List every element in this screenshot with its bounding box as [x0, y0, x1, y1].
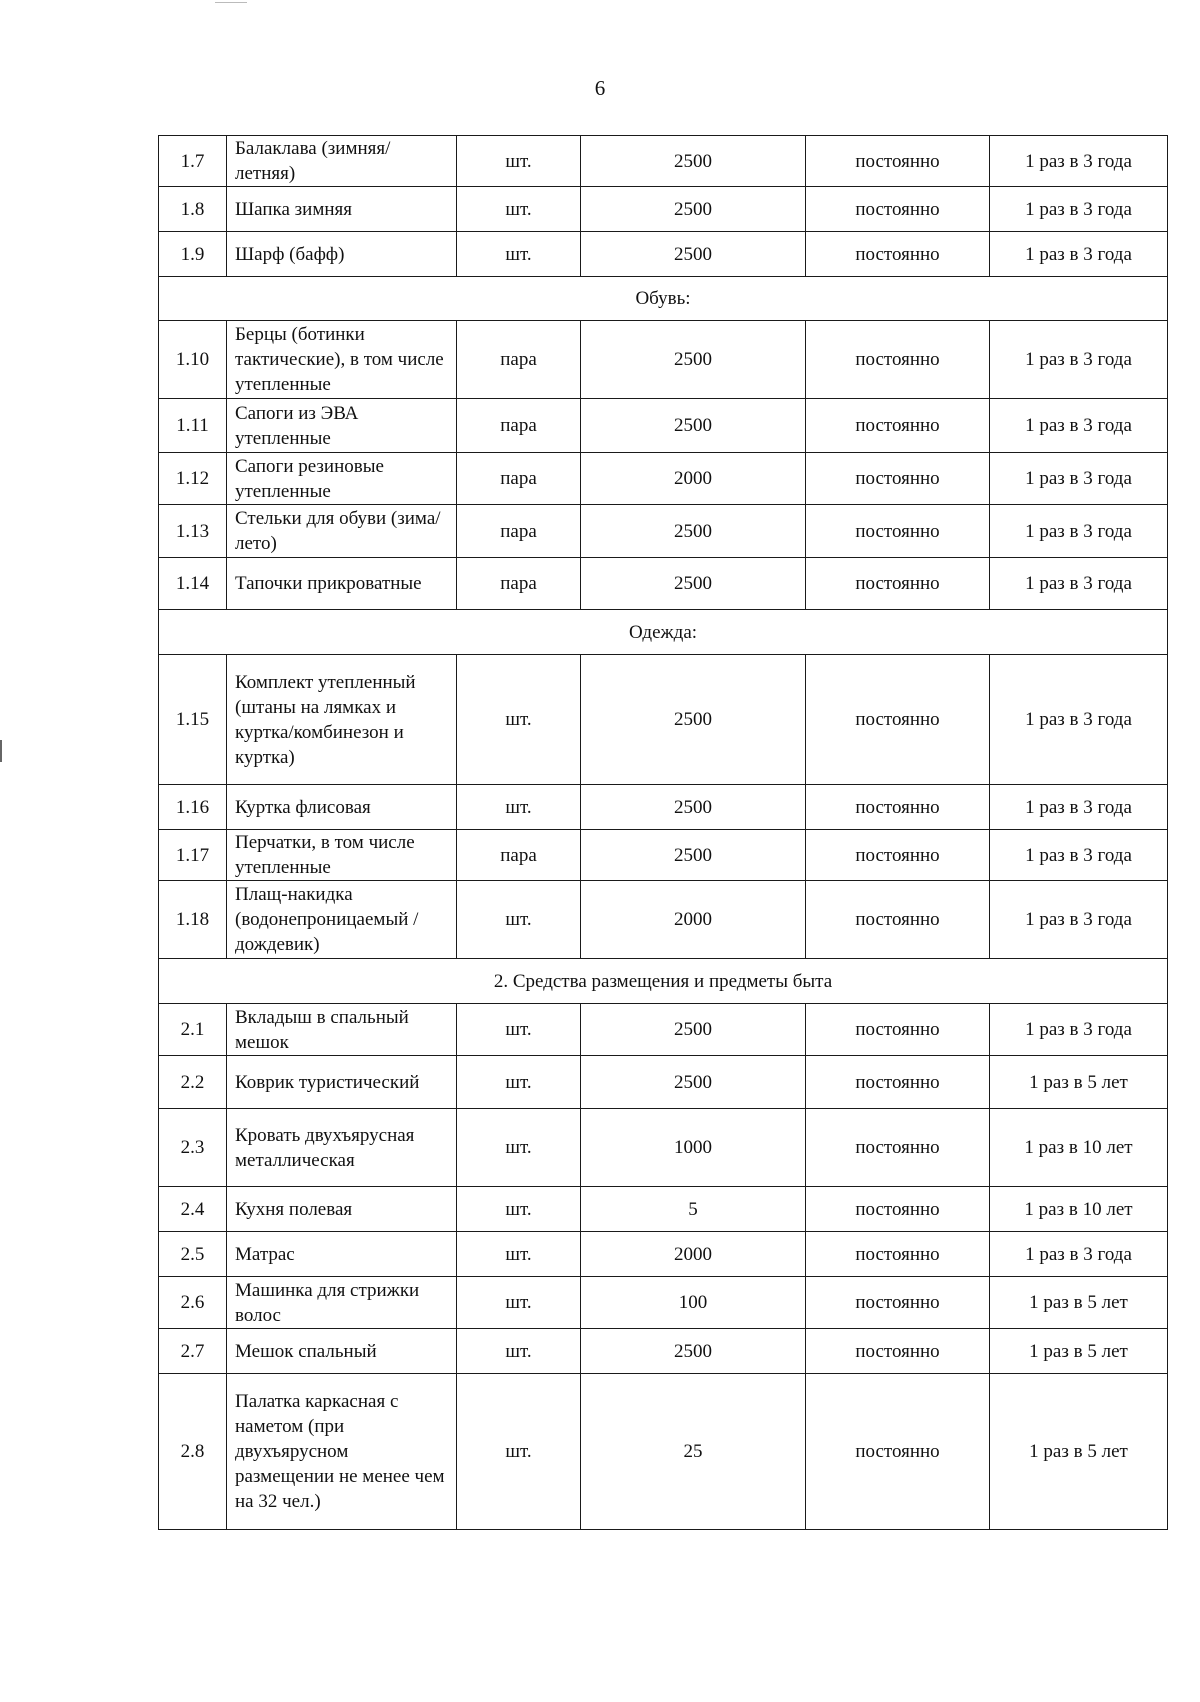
table-row — [159, 655, 1168, 785]
item-period: 1 раз в 3 года — [990, 558, 1168, 610]
table-row — [159, 187, 1168, 232]
item-unit: шт. — [457, 1277, 581, 1329]
row-number: 2.7 — [159, 1329, 227, 1374]
item-term: постоянно — [806, 505, 990, 558]
row-number: 2.4 — [159, 1187, 227, 1232]
row-number: 1.14 — [159, 558, 227, 610]
table-row — [159, 558, 1168, 610]
items-table — [158, 135, 1168, 1530]
table-row — [159, 1374, 1168, 1530]
item-quantity: 2500 — [581, 187, 806, 232]
table-row — [159, 1232, 1168, 1277]
item-name: Кровать двухъярусная металлическая — [227, 1109, 457, 1187]
table-row — [159, 785, 1168, 830]
row-number: 1.7 — [159, 136, 227, 187]
item-quantity: 5 — [581, 1187, 806, 1232]
item-unit: шт. — [457, 1056, 581, 1109]
table-row — [159, 505, 1168, 558]
item-term: постоянно — [806, 187, 990, 232]
item-name: Машинка для стрижки волос — [227, 1277, 457, 1329]
row-number: 1.15 — [159, 655, 227, 785]
item-quantity: 1000 — [581, 1109, 806, 1187]
row-number: 2.5 — [159, 1232, 227, 1277]
item-quantity: 2500 — [581, 399, 806, 453]
item-quantity: 100 — [581, 1277, 806, 1329]
table-row — [159, 1109, 1168, 1187]
item-term: постоянно — [806, 881, 990, 959]
item-term: постоянно — [806, 1056, 990, 1109]
row-number: 1.9 — [159, 232, 227, 277]
table-row — [159, 1329, 1168, 1374]
item-period: 1 раз в 3 года — [990, 399, 1168, 453]
table-row — [159, 136, 1168, 187]
item-quantity: 2500 — [581, 1329, 806, 1374]
item-period: 1 раз в 3 года — [990, 830, 1168, 881]
table-row — [159, 399, 1168, 453]
row-number: 1.12 — [159, 453, 227, 505]
row-number: 1.10 — [159, 321, 227, 399]
item-unit: пара — [457, 399, 581, 453]
row-number: 2.6 — [159, 1277, 227, 1329]
scan-mark — [215, 2, 247, 3]
item-quantity: 2500 — [581, 655, 806, 785]
row-number: 1.11 — [159, 399, 227, 453]
item-term: постоянно — [806, 321, 990, 399]
item-term: постоянно — [806, 232, 990, 277]
item-name: Сапоги резиновые утепленные — [227, 453, 457, 505]
item-quantity: 2500 — [581, 558, 806, 610]
item-period: 1 раз в 3 года — [990, 1232, 1168, 1277]
item-name: Шарф (бафф) — [227, 232, 457, 277]
item-name: Тапочки прикроватные — [227, 558, 457, 610]
item-term: постоянно — [806, 399, 990, 453]
item-name: Куртка флисовая — [227, 785, 457, 830]
item-unit: шт. — [457, 187, 581, 232]
table-body — [159, 136, 1168, 1530]
item-term: постоянно — [806, 1004, 990, 1056]
item-quantity: 2500 — [581, 1004, 806, 1056]
item-period: 1 раз в 3 года — [990, 655, 1168, 785]
table-row — [159, 1277, 1168, 1329]
item-unit: пара — [457, 321, 581, 399]
item-period: 1 раз в 5 лет — [990, 1329, 1168, 1374]
scan-edge-mark — [0, 740, 2, 762]
item-term: постоянно — [806, 136, 990, 187]
item-term: постоянно — [806, 1329, 990, 1374]
item-quantity: 2500 — [581, 785, 806, 830]
row-number: 1.8 — [159, 187, 227, 232]
item-quantity: 2500 — [581, 232, 806, 277]
row-number: 2.3 — [159, 1109, 227, 1187]
item-term: постоянно — [806, 830, 990, 881]
item-term: постоянно — [806, 1232, 990, 1277]
table-row — [159, 321, 1168, 399]
item-name: Коврик туристический — [227, 1056, 457, 1109]
item-unit: шт. — [457, 136, 581, 187]
item-unit: шт. — [457, 1329, 581, 1374]
item-term: постоянно — [806, 558, 990, 610]
item-name: Стельки для обуви (зима/лето) — [227, 505, 457, 558]
item-name: Плащ-накидка (водонепроницаемый /дождевик) — [227, 881, 457, 959]
item-quantity: 2500 — [581, 321, 806, 399]
item-period: 1 раз в 10 лет — [990, 1109, 1168, 1187]
item-unit: пара — [457, 453, 581, 505]
item-period: 1 раз в 5 лет — [990, 1056, 1168, 1109]
section-title: Обувь: — [159, 277, 1168, 321]
item-term: постоянно — [806, 655, 990, 785]
item-quantity: 2000 — [581, 453, 806, 505]
item-term: постоянно — [806, 1109, 990, 1187]
section-row — [159, 277, 1168, 321]
item-period: 1 раз в 3 года — [990, 505, 1168, 558]
item-period: 1 раз в 3 года — [990, 136, 1168, 187]
item-period: 1 раз в 3 года — [990, 785, 1168, 830]
item-term: постоянно — [806, 1187, 990, 1232]
section-row — [159, 610, 1168, 655]
item-unit: шт. — [457, 1374, 581, 1530]
row-number: 1.13 — [159, 505, 227, 558]
item-quantity: 2000 — [581, 881, 806, 959]
item-term: постоянно — [806, 1374, 990, 1530]
row-number: 2.1 — [159, 1004, 227, 1056]
item-term: постоянно — [806, 785, 990, 830]
item-term: постоянно — [806, 1277, 990, 1329]
item-quantity: 25 — [581, 1374, 806, 1530]
item-unit: шт. — [457, 1187, 581, 1232]
item-period: 1 раз в 3 года — [990, 321, 1168, 399]
item-period: 1 раз в 3 года — [990, 881, 1168, 959]
item-term: постоянно — [806, 453, 990, 505]
table-row — [159, 1004, 1168, 1056]
row-number: 1.17 — [159, 830, 227, 881]
item-period: 1 раз в 5 лет — [990, 1374, 1168, 1530]
item-name: Вкладыш в спальный мешок — [227, 1004, 457, 1056]
item-name: Кухня полевая — [227, 1187, 457, 1232]
item-period: 1 раз в 3 года — [990, 187, 1168, 232]
item-name: Балаклава (зимняя/летняя) — [227, 136, 457, 187]
item-period: 1 раз в 10 лет — [990, 1187, 1168, 1232]
row-number: 2.8 — [159, 1374, 227, 1530]
item-period: 1 раз в 3 года — [990, 232, 1168, 277]
item-unit: пара — [457, 505, 581, 558]
item-unit: шт. — [457, 785, 581, 830]
item-name: Берцы (ботинки тактические), в том числе утепленные — [227, 321, 457, 399]
item-unit: шт. — [457, 232, 581, 277]
table-row — [159, 830, 1168, 881]
item-quantity: 2500 — [581, 136, 806, 187]
item-name: Матрас — [227, 1232, 457, 1277]
item-unit: пара — [457, 830, 581, 881]
item-unit: шт. — [457, 1109, 581, 1187]
item-name: Сапоги из ЭВА утепленные — [227, 399, 457, 453]
table-row — [159, 453, 1168, 505]
item-period: 1 раз в 3 года — [990, 453, 1168, 505]
item-unit: шт. — [457, 655, 581, 785]
item-name: Шапка зимняя — [227, 187, 457, 232]
table-row — [159, 1056, 1168, 1109]
item-unit: шт. — [457, 1004, 581, 1056]
row-number: 2.2 — [159, 1056, 227, 1109]
section-title: 2. Средства размещения и предметы быта — [159, 959, 1168, 1004]
table-row — [159, 232, 1168, 277]
item-quantity: 2500 — [581, 505, 806, 558]
item-unit: пара — [457, 558, 581, 610]
table-row — [159, 1187, 1168, 1232]
item-unit: шт. — [457, 1232, 581, 1277]
item-quantity: 2500 — [581, 1056, 806, 1109]
row-number: 1.18 — [159, 881, 227, 959]
item-quantity: 2000 — [581, 1232, 806, 1277]
item-name: Перчатки, в том числе утепленные — [227, 830, 457, 881]
item-name: Комплект утепленный (штаны на лямках и куртка/комбинезон и куртка) — [227, 655, 457, 785]
table-row — [159, 881, 1168, 959]
item-quantity: 2500 — [581, 830, 806, 881]
section-row — [159, 959, 1168, 1004]
item-unit: шт. — [457, 881, 581, 959]
row-number: 1.16 — [159, 785, 227, 830]
page-number: 6 — [594, 76, 606, 100]
item-period: 1 раз в 5 лет — [990, 1277, 1168, 1329]
item-name: Палатка каркасная с наметом (при двухъярусном размещении не менее чем на 32 чел.) — [227, 1374, 457, 1530]
item-period: 1 раз в 3 года — [990, 1004, 1168, 1056]
item-name: Мешок спальный — [227, 1329, 457, 1374]
section-title: Одежда: — [159, 610, 1168, 655]
